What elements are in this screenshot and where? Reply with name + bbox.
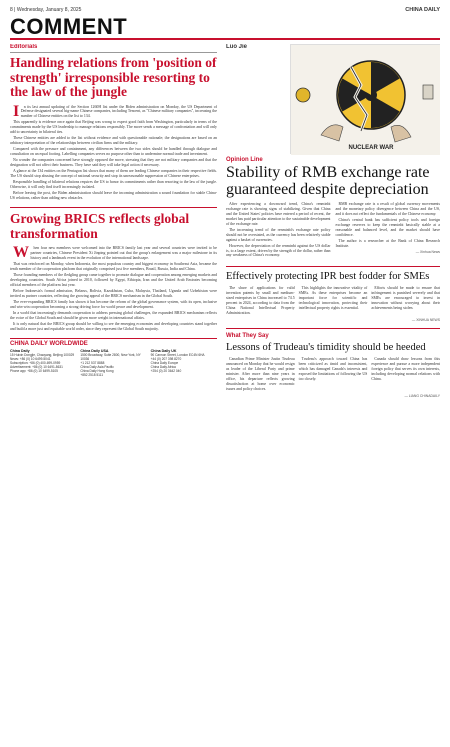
office-line: +852 2518 5111 — [80, 372, 103, 377]
office-line: +44 (0) 207 398 8270 — [150, 356, 182, 361]
editorial-headline-2: Growing BRICS reflects global transformation — [10, 211, 190, 241]
section-divider — [10, 207, 217, 208]
opinion-paragraph: However, the depreciation of the renminbi against the US dollar is, to a large extent, driven by the strength of the dollar, rather than any weakness of China's economy. — [226, 243, 331, 258]
editorial-paragraph: Compared with the pressure and containment, any differences between the two sides should be handled through dialogue and consultation on an equal footing. Labelling companies serves no purpose other than to undermine normal trade and investment. — [10, 147, 217, 157]
ipr-paragraph: Efforts should be made to ensure that infringement is punished severely and that SMEs are encouraged to invest in innovation without worrying about their achievements being stolen. — [371, 286, 440, 310]
section-title: COMMENT — [10, 14, 128, 39]
editorial-paragraph: That was reinforced on Monday, when Indonesia, the most populous country and biggest economy in Southeast Asia, became the tenth member of the cooperation platform that originally comprised just five members, Brazil, Russia, India and China. — [10, 262, 217, 271]
editorial-paragraph: A glance at the 134 entities on the Pentagon list shows that many of them are leading Chinese companies in their respective fields. The US should stop abusing the concept of national security and stop its unreasonable suppression of Chinese enterprises. — [10, 169, 217, 179]
opinion-paragraph: RMB exchange rate is a result of global currency movements and the monetary policy divergence between China and the US, and it does not reflect the fundamentals of the Chinese economy. — [335, 202, 440, 216]
editorial-paragraph: When four new members were welcomed into the BRICS family last year and several countries were invited to be partner countries, Chinese President Xi Jinping pointed out that the group's enlargement was a major milestone in its history and a landmark event in the evolution of the international landscape. — [13, 244, 217, 262]
office-line: +1 212 537 8888 — [80, 360, 105, 365]
editorial-paragraph: Those founding members of the fledgling group came together to promote dialogue and cooperation among emerging markets and developing countries. South Africa joined in 2010, followed by Egypt, Ethiopia, Iran and the United Arab Emirates becoming official members of the platform last year. — [10, 273, 217, 287]
worldwide-title: CHINA DAILY WORLDWIDE — [10, 340, 88, 347]
office-line: China Daily Africa — [150, 364, 176, 369]
office-line: 90 Cannon Street, London EC4N 6HA — [150, 352, 205, 357]
office-line: News: +86 (0) 10 6499-5041 — [10, 356, 51, 361]
editorials-kicker: Editorials — [10, 44, 217, 53]
paper-name: CHINA DAILY — [405, 6, 440, 13]
opinion-col-2 — [336, 202, 441, 260]
worldwide-col — [10, 349, 76, 377]
cartoon-caption: NUCLEAR WAR — [348, 145, 394, 151]
page-topbar — [10, 5, 440, 14]
section-divider — [226, 266, 440, 267]
ipr-body — [226, 286, 440, 317]
opinion-paragraph: The author is a researcher at the Bank of China Research Institute. — [335, 238, 440, 248]
editorial-paragraph: Before leaving the post, the Biden administration should leave the incoming administration a sound foundation for stable China-US relations, rather than adding new obstacles. — [10, 191, 217, 201]
editorial-paragraph: It is only natural that the BRICS group should be willing to see the emerging economies and developing countries stand together and build a more just and equitable world order, since they represent the Global South majority. — [10, 321, 217, 331]
editorial-headline: Handling relations from 'position of strength' irresponsible resorting to the law of the jungle — [10, 55, 217, 99]
what-they-say-kicker: What They Say — [226, 332, 269, 339]
editorial-paragraph: In its last annual updating of the Section 1260H list under the Biden administration on Monday, the US Department of Defense designated several big-name Chinese companies, including Tencent, as "Chinese military companies", increasing the number of Chinese entities on the list to 134. — [13, 102, 217, 120]
editorial-body-2 — [10, 246, 217, 332]
nuclear-war-cartoon — [290, 44, 440, 154]
office-line: China Daily Europe — [150, 360, 179, 365]
opinion-top — [226, 44, 440, 154]
opinion-column — [226, 44, 440, 744]
cartoon-illustration — [291, 45, 440, 155]
office-line: 15 Huixin Dongjie, Chaoyang, Beijing 100029 — [10, 352, 75, 357]
editorial-paragraph: Before Indonesia's formal admission, Belarus, Bolivia, Kazakhstan, Cuba, Malaysia, Thailand, Uganda and Uzbekistan were invited as partner countries, reflecting the growing appeal of the BRICS mechanism in the Global South. — [10, 288, 217, 298]
editorial-paragraph: This apparently is evidence once again that Beijing was wrong to expect good faith from Washington, particularly in terms of the commitments made by the US leadership to manage relations responsibly. The move sends a message of confrontation and will only add to uncertainty in bilateral ties. — [10, 120, 217, 135]
trudeau-headline: Lessons of Trudeau's timidity should be heeded — [226, 341, 426, 353]
opinion-paragraph: After experiencing a downward trend, China's renminbi exchange rate is showing signs of stabilizing. Given that China and the United States' policies have entered a period of recent, the market has paid particular attention to the sustainable development of the exchange rate. — [226, 202, 331, 226]
ipr-paragraph: This highlights the innovative vitality of SMEs. As these enterprises become an important force for scientific and technological innovation, protecting their intellectual property rights is essential. — [298, 286, 368, 310]
section-divider — [226, 328, 440, 329]
opinion-col-1 — [226, 202, 331, 260]
office-line: Advertisement: +86 (0) 10 6491-8631 — [10, 364, 63, 369]
editorial-paragraph: No wonder the companies concerned have strongly opposed the move, stressing that they are not military companies and that the designation will not affect their business. They have said they will take legal action if necessary. — [10, 158, 217, 168]
opinion-signature: — Xinhua News — [415, 249, 440, 254]
ipr-paragraph: The share of applications for valid invention patents by small and medium-sized enterprises in China increased to 74.5 percent in 2024, according to data from the China National Intellectual Property Administration. — [226, 286, 295, 315]
office-name: China Daily USA — [80, 348, 109, 353]
office-line: Phone app: +86 (0) 10 6499-5105 — [10, 368, 58, 373]
office-line: Subscription: +86 (0) 400-699-0959 — [10, 360, 61, 365]
office-line: China Daily Asia Pacific — [80, 364, 114, 369]
editorial-paragraph: These Chinese entities are added to the list without evidence and with questionable rationale; the designations are based on an arbitrary interpretation of the relationships between civilian firms and the military. — [10, 136, 217, 146]
opinion-body — [226, 202, 440, 260]
page-info: 8 | Wednesday, January 8, 2025 — [10, 6, 82, 13]
worldwide-col — [80, 349, 146, 377]
trudeau-paragraph: Canadian Prime Minister Justin Trudeau announced on Monday that he would resign as leader of the Liberal Party and prime minister. After more than nine years in office, his departure reflects growing dissatisfaction at home over economic issues and policy choices. — [226, 357, 295, 391]
editorial-paragraph: Responsible handling of bilateral relations requires the US to honor its commitments rather than resorting to the law of the jungle. Otherwise, it will only find itself increasingly isolated. — [10, 180, 217, 190]
opinion-headline: Stability of RMB exchange rate guaranteed despite depreciation — [226, 164, 430, 198]
opinion-kicker: Opinion Line — [226, 157, 263, 163]
section-masthead — [10, 14, 440, 40]
cartoon-byline: Luo Jie — [226, 44, 248, 50]
trudeau-signature: — LIANG CHINADAILY — [404, 393, 440, 398]
worldwide-col — [151, 349, 217, 377]
worldwide-info-box — [10, 338, 217, 377]
office-line: +254 (0) 20 3642 040 — [150, 368, 182, 373]
office-name: China Daily UK — [150, 348, 177, 353]
opinion-paragraph: The increasing trend of the renminbi's exchange rate policy should not be overstated, as the currency has been relatively stable against a basket of currencies. — [226, 227, 331, 242]
editorial-paragraph: In a world that increasingly demands cooperation to address pressing global challenges, the expanded BRICS mechanism reflects the voice of the Global South and should be given more weight in international affairs. — [10, 310, 217, 320]
trudeau-paragraph: Canada should draw lessons from this experience and pursue a more independent foreign policy that serves its own interests, including developing normal relations with China. — [371, 357, 440, 381]
editorial-paragraph: The ever-expanding BRICS family has shown it has become the reform of the global governance system, with its open, inclusive and win-win cooperation becoming a strong driving force for world peace and development. — [10, 299, 217, 309]
office-name: China Daily — [10, 348, 30, 353]
trudeau-paragraph: Trudeau's approach toward China has been criticized as timid and inconsistent, which has damaged Canada's interests and exposed the limitations of following the US too closely. — [298, 357, 368, 381]
office-line: 1500 Broadway, Suite 2800, New York, NY 10036 — [80, 352, 141, 361]
office-line: China Daily Hong Kong — [80, 368, 114, 373]
editorial-body — [10, 102, 217, 202]
opinion-paragraph: China's central bank has sufficient policy tools and foreign exchange reserves to keep the renminbi basically stable at a reasonable and balanced level, and the market should have confidence. — [335, 217, 440, 237]
worldwide-grid — [10, 349, 217, 377]
trudeau-body — [226, 357, 440, 393]
ipr-headline: Effectively protecting IPR best fodder for SMEs — [226, 270, 430, 282]
ipr-signature: — XINHUA NEWS — [411, 317, 440, 322]
editorials-column — [10, 44, 217, 744]
